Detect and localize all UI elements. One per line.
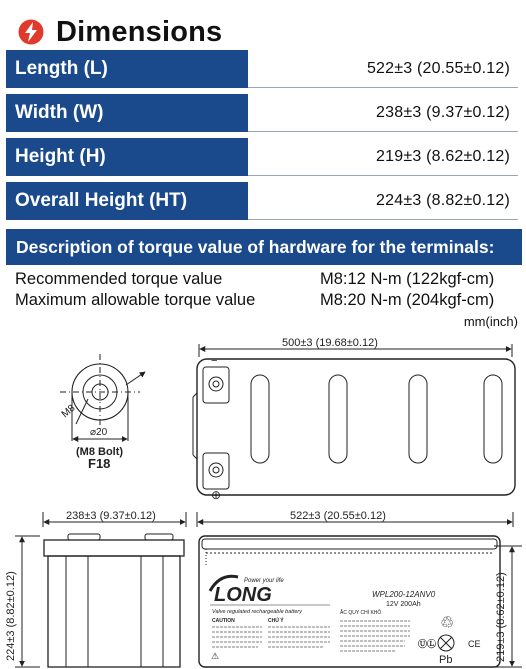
ce-mark-icon: CE	[468, 639, 481, 649]
brand-tagline: Power your life	[244, 578, 284, 584]
positive-terminal-icon: ⊕	[211, 488, 222, 502]
spec-label: Width (W)	[6, 94, 248, 132]
caution-title-vn: CHÚ Ý	[268, 618, 284, 624]
spec-value: 522±3 (20.55±0.12)	[366, 60, 510, 77]
brand-logo: LONG	[214, 584, 272, 606]
negative-terminal-icon: −	[211, 355, 218, 367]
pb-recycle-icon	[438, 635, 454, 666]
front-length-dimension: 522±3 (20.55±0.12)	[290, 510, 386, 522]
side-width-dimension: 238±3 (9.37±0.12)	[66, 510, 156, 522]
ul-mark-icon: ⓊⓁ	[418, 639, 437, 649]
spec-label: Length (L)	[6, 50, 248, 88]
spec-row-length	[0, 50, 526, 88]
spec-label: Height (H)	[6, 138, 248, 176]
spec-row-height	[0, 138, 526, 176]
pb-label: Pb	[439, 654, 453, 666]
technical-drawing	[0, 329, 526, 669]
divider	[248, 219, 518, 220]
torque-section-title: Description of torque value of hardware for the terminals:	[6, 229, 522, 265]
unit-note: mm(inch)	[463, 314, 518, 329]
page-title: Dimensions	[56, 15, 223, 48]
spec-value: 219±3 (8.62±0.12)	[376, 148, 510, 165]
fine-print	[212, 621, 410, 651]
divider	[248, 175, 518, 176]
torque-label-maximum: Maximum allowable torque value	[15, 291, 256, 309]
side-view	[44, 534, 184, 667]
section-header	[18, 14, 222, 50]
top-length-dimension: 500±3 (19.68±0.12)	[282, 337, 378, 349]
overall-height-dimension: 224±3 (8.82±0.12)	[5, 571, 17, 661]
spec-row-overall-height	[0, 182, 526, 220]
lightning-circle-icon	[18, 19, 44, 45]
divider	[248, 87, 518, 88]
torque-label-recommended: Recommended torque value	[15, 270, 223, 288]
spec-value: 224±3 (8.82±0.12)	[376, 192, 510, 209]
spec-label: Overall Height (HT)	[6, 182, 248, 220]
terminal-diameter-label: ⌀20	[90, 427, 108, 438]
model-number: WPL200-12ANV0	[372, 590, 436, 599]
front-height-dimension: 219±3 (8.62±0.12)	[495, 572, 507, 662]
divider	[248, 131, 518, 132]
bolt-label: M8	[59, 402, 78, 421]
vn-header: ẮC QUY CHÌ KHÔ	[340, 610, 382, 616]
terminal-code: F18	[88, 456, 111, 471]
warning-triangle-icon: ⚠	[211, 651, 220, 661]
spec-row-width	[0, 94, 526, 132]
bolt-note: (M8 Bolt)	[76, 446, 124, 458]
battery-subtitle: Valve regulated rechargeable battery	[212, 609, 302, 615]
battery-rating: 12V 200Ah	[386, 601, 421, 608]
recycle-icon: ♲	[440, 615, 455, 632]
torque-value-recommended: M8:12 N-m (122kgf-cm)	[320, 270, 495, 288]
top-view	[193, 359, 515, 495]
spec-value: 238±3 (9.37±0.12)	[376, 104, 510, 121]
torque-value-maximum: M8:20 N-m (204kgf-cm)	[320, 291, 495, 309]
caution-title: CAUTION	[212, 618, 235, 624]
